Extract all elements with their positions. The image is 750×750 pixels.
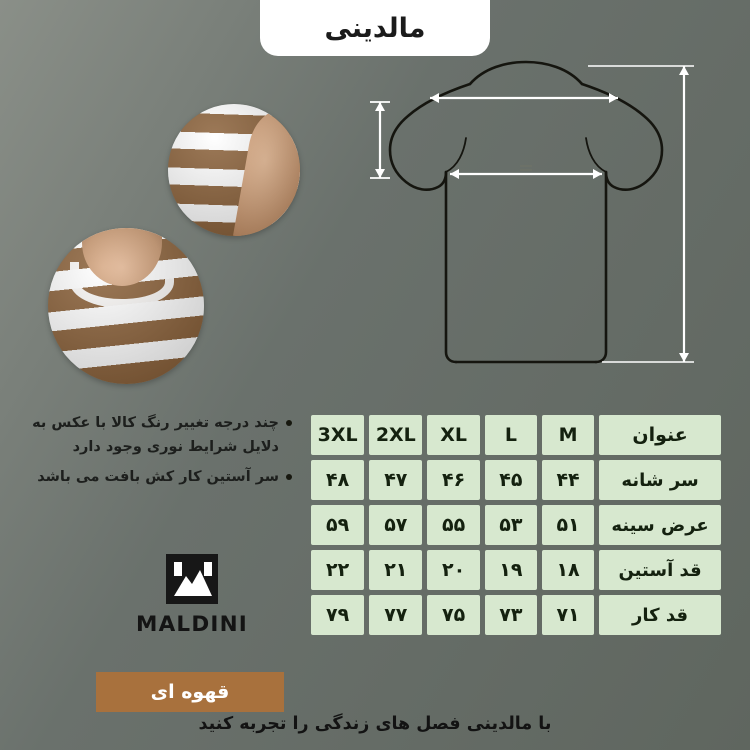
table-header-row (311, 415, 721, 455)
table-cell: ۷۷ (369, 595, 422, 635)
product-notes (24, 412, 292, 496)
tshirt-outline-svg (350, 46, 710, 386)
photo-vignette (48, 228, 204, 384)
maldini-mountain-icon (160, 550, 224, 608)
brand-logo (118, 550, 266, 637)
table-cell: ۵۷ (369, 505, 422, 545)
footer-slogan (0, 714, 750, 734)
row-label: قد آستین (599, 550, 721, 590)
tshirt-measure-diagram (350, 46, 710, 386)
table-header-cell: 3XL (311, 415, 364, 455)
table-cell: ۲۱ (369, 550, 422, 590)
table-cell: ۵۵ (427, 505, 479, 545)
note-text: سر آستین کار کش بافت می باشد (37, 468, 279, 485)
shoulder-closeup-photo (48, 228, 204, 384)
table-header-cell: عنوان (599, 415, 721, 455)
brand-title-tab (260, 0, 490, 56)
table-cell: ۷۳ (485, 595, 537, 635)
bullet-dot-icon (286, 420, 292, 426)
table-cell: ۴۸ (311, 460, 364, 500)
table-row (311, 505, 721, 545)
table-cell: ۴۵ (485, 460, 537, 500)
photo-vignette (168, 104, 300, 236)
color-name: قهوه ای (150, 681, 230, 703)
page-title: مالدینی (324, 12, 426, 44)
table-cell: ۴۶ (427, 460, 479, 500)
table-cell: ۱۹ (485, 550, 537, 590)
table-header-cell: L (485, 415, 537, 455)
color-swatch-label (96, 672, 284, 712)
table-header-cell: 2XL (369, 415, 422, 455)
note-text: چند درجه تغییر رنگ کالا با عکس به دلایل شرایط نوری وجود دارد (32, 415, 279, 455)
table-cell: ۴۷ (369, 460, 422, 500)
table-cell: ۴۴ (542, 460, 594, 500)
table-row (311, 460, 721, 500)
sleeve-closeup-photo (168, 104, 300, 236)
bullet-dot-icon (286, 474, 292, 480)
table-cell: ۷۵ (427, 595, 479, 635)
table-cell: ۵۱ (542, 505, 594, 545)
table-row (311, 550, 721, 590)
row-label: عرض سینه (599, 505, 721, 545)
table-cell: ۲۰ (427, 550, 479, 590)
table-row (311, 595, 721, 635)
table-cell: ۱۸ (542, 550, 594, 590)
table-header-cell: M (542, 415, 594, 455)
brand-wordmark: MALDINI (136, 612, 248, 637)
list-item (24, 412, 292, 460)
table-cell: ۲۲ (311, 550, 364, 590)
footer-text: با مالدینی فصل های زندگی را تجربه کنید (198, 714, 552, 734)
row-label: سر شانه (599, 460, 721, 500)
list-item (24, 466, 292, 490)
table-cell: ۷۱ (542, 595, 594, 635)
table-cell: ۵۹ (311, 505, 364, 545)
table-header-cell: XL (427, 415, 479, 455)
size-chart-table (306, 410, 726, 640)
table-cell: ۷۹ (311, 595, 364, 635)
row-label: قد کار (599, 595, 721, 635)
table-cell: ۵۳ (485, 505, 537, 545)
